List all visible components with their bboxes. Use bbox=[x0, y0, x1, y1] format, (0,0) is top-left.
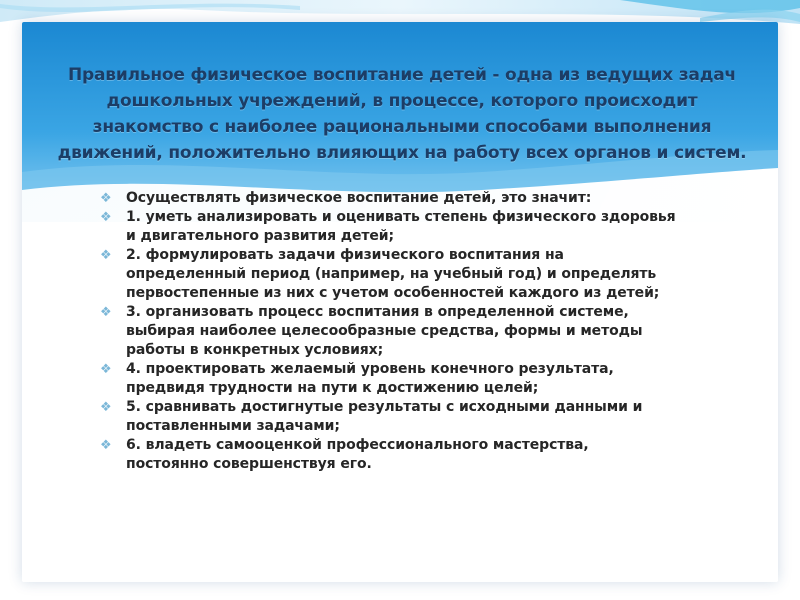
header-line: Правильное физическое воспитание детей - одна из ведущих задач bbox=[68, 65, 736, 85]
list-item-line: 6. владеть самооценкой профессионального мастерства, bbox=[126, 437, 589, 453]
bullet-mark-icon: ❖ bbox=[100, 438, 112, 453]
list-item-line: и двигательного развития детей; bbox=[126, 228, 395, 244]
header-line: знакомство с наиболее рациональными способами выполнения bbox=[92, 117, 712, 137]
list-item-line: работы в конкретных условиях; bbox=[126, 342, 384, 358]
bullet-mark-icon: ❖ bbox=[100, 305, 112, 320]
header-line: дошкольных учреждений, в процессе, которого происходит bbox=[106, 91, 698, 111]
list-item-line: 3. организовать процесс воспитания в определенной системе, bbox=[126, 304, 629, 320]
list-item-line: 4. проектировать желаемый уровень конечного результата, bbox=[126, 361, 614, 377]
list-item bbox=[100, 303, 740, 360]
list-item-line: 5. сравнивать достигнутые результаты с исходными данными и bbox=[126, 399, 643, 415]
bullet-mark-icon: ❖ bbox=[100, 191, 112, 206]
bullet-mark-icon: ❖ bbox=[100, 248, 112, 263]
list-item-line: поставленными задачами; bbox=[126, 418, 340, 434]
list-item bbox=[100, 246, 740, 303]
bullet-mark-icon: ❖ bbox=[100, 400, 112, 415]
list-item-line: выбирая наиболее целесообразные средства, формы и методы bbox=[126, 323, 643, 339]
list-item-line: первостепенные из них с учетом особенностей каждого из детей; bbox=[126, 285, 660, 301]
bullet-list bbox=[100, 189, 740, 474]
content-card bbox=[22, 22, 778, 582]
bullet-mark-icon: ❖ bbox=[100, 210, 112, 225]
list-item-line: 1. уметь анализировать и оценивать степень физического здоровья bbox=[126, 209, 676, 225]
list-item bbox=[100, 208, 740, 246]
list-item-line: Осуществлять физическое воспитание детей, это значит: bbox=[126, 190, 592, 206]
header-line: движений, положительно влияющих на работу всех органов и систем. bbox=[57, 143, 747, 163]
list-item bbox=[100, 398, 740, 436]
list-item-line: постоянно совершенствуя его. bbox=[126, 456, 372, 472]
list-item-line: предвидя трудности на пути к достижению целей; bbox=[126, 380, 539, 396]
bullet-mark-icon: ❖ bbox=[100, 362, 112, 377]
list-item-line: 2. формулировать задачи физического воспитания на bbox=[126, 247, 564, 263]
list-item-line: определенный период (например, на учебный год) и определять bbox=[126, 266, 657, 282]
list-item bbox=[100, 436, 740, 474]
list-item bbox=[100, 360, 740, 398]
header-paragraph bbox=[52, 62, 752, 166]
list-item bbox=[100, 189, 740, 208]
